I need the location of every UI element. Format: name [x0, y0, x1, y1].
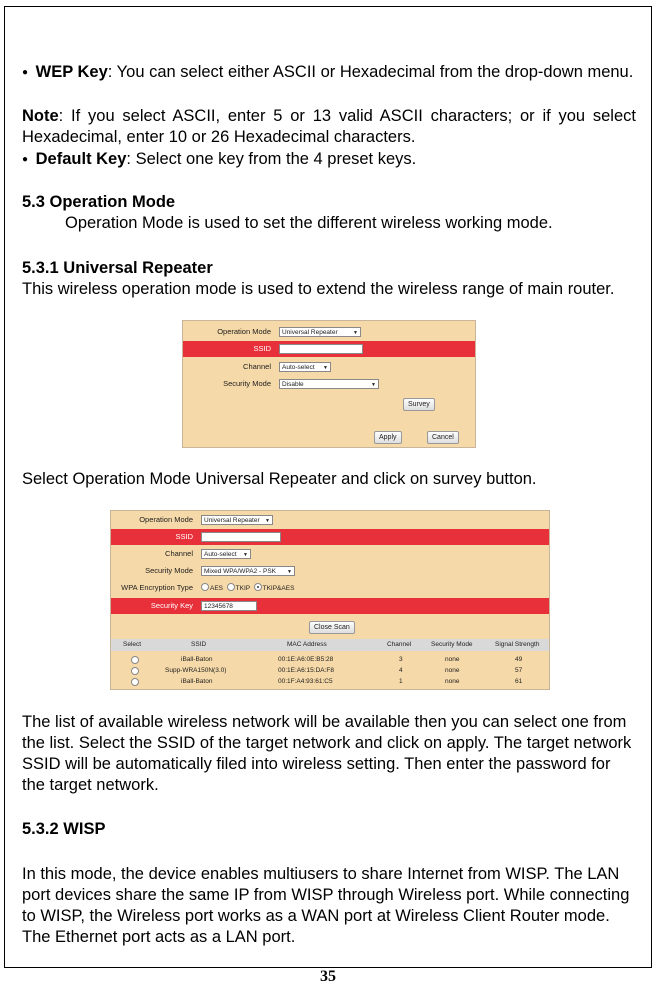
wep-key-term: WEP Key — [35, 63, 108, 81]
radio-aes-label: AES — [210, 585, 224, 592]
row-operation-mode-2 — [111, 512, 549, 528]
heading-5-3: 5.3 Operation Mode — [22, 193, 176, 211]
row-mac: 00:1E:A6:0E:B5:28 — [278, 656, 334, 663]
channel-label: Channel — [243, 362, 271, 371]
security-mode-label: Security Mode — [223, 379, 271, 388]
col-select: Select — [123, 641, 142, 648]
row-channel: 4 — [399, 667, 403, 674]
close-scan-button[interactable]: Close Scan — [309, 621, 355, 634]
row-security: none — [445, 678, 460, 685]
col-signal: Signal Strength — [495, 641, 540, 648]
row-ssid: Supp-WRA150N(3.0) — [165, 667, 227, 674]
row-ssid: iBall-Baton — [181, 678, 213, 685]
security-mode-label-2: Security Mode — [145, 566, 193, 575]
universal-repeater-paragraph: This wireless operation mode is used to extend the wireless range of main router. — [22, 280, 615, 298]
radio-tkip[interactable] — [227, 583, 235, 591]
apply-button[interactable]: Apply — [374, 431, 402, 444]
note-term: Note — [22, 107, 59, 125]
table-row[interactable] — [111, 676, 549, 687]
col-ssid: SSID — [191, 641, 207, 648]
operation-mode-select[interactable]: Universal Repeater ▼ — [279, 327, 361, 337]
row-signal: 61 — [515, 678, 523, 685]
row-channel: 1 — [399, 678, 403, 685]
ssid-label: SSID — [253, 344, 271, 353]
channel-select-2[interactable]: Auto-select ▼ — [201, 549, 251, 559]
row-channel: 3 — [399, 656, 403, 663]
row-ssid — [183, 341, 475, 357]
radio-aes[interactable] — [201, 583, 209, 591]
radio-tkip-label: TKIP — [235, 585, 250, 592]
row-security: none — [445, 667, 460, 674]
row-ssid-2 — [111, 529, 549, 545]
row-mac: 00:1F:A4:93:61:C5 — [278, 678, 333, 685]
row-select-radio[interactable] — [131, 656, 139, 664]
security-key-input[interactable]: 12345678 — [201, 601, 257, 611]
default-key-text: : Select one key from the 4 preset keys. — [126, 150, 417, 168]
table-row[interactable] — [111, 665, 549, 676]
page-number: 35 — [320, 968, 336, 985]
security-mode-select[interactable]: Disable ▼ — [279, 379, 379, 389]
ssid-label-2: SSID — [175, 532, 193, 541]
screenshot-universal-repeater — [182, 320, 476, 448]
row-encryption-type — [111, 580, 549, 596]
security-key-label: Security Key — [150, 601, 193, 610]
radio-tkip-aes[interactable] — [254, 583, 262, 591]
channel-label-2: Channel — [165, 549, 193, 558]
cancel-button[interactable]: Cancel — [427, 431, 459, 444]
encryption-type-label: WPA Encryption Type — [121, 583, 193, 592]
heading-5-3-2: 5.3.2 WISP — [22, 820, 106, 838]
operation-mode-label: Operation Mode — [217, 327, 271, 336]
default-key-paragraph — [22, 149, 636, 172]
table-row[interactable] — [111, 654, 549, 665]
ssid-input[interactable] — [279, 344, 363, 354]
survey-button[interactable]: Survey — [403, 398, 435, 411]
default-key-term: Default Key — [35, 150, 127, 168]
operation-mode-label-2: Operation Mode — [139, 515, 193, 524]
row-security-key — [111, 598, 549, 614]
col-mac: MAC Address — [287, 641, 327, 648]
channel-select[interactable]: Auto-select ▼ — [279, 362, 331, 372]
security-mode-select-2[interactable]: Mixed WPA/WPA2 - PSK ▼ — [201, 566, 295, 576]
operation-mode-select-2[interactable]: Universal Repeater ▼ — [201, 515, 273, 525]
row-security-mode-2 — [111, 563, 549, 579]
wisp-paragraph: In this mode, the device enables multiusers to share Internet from WISP. The LAN port devices share the same IP from WISP through Wireless port. While connecting to WISP, the Wireless port works as a WAN port at Wireless Client Router mode. The Ethernet port acts as a LAN port. — [22, 865, 630, 946]
row-signal: 57 — [515, 667, 523, 674]
wep-key-paragraph — [22, 62, 636, 85]
heading-5-3-1: 5.3.1 Universal Repeater — [22, 259, 213, 277]
operation-mode-paragraph: Operation Mode is used to set the different wireless working mode. — [65, 214, 553, 232]
row-select-radio[interactable] — [131, 667, 139, 675]
network-list-paragraph: The list of available wireless network will be available then you can select one from the list. Select the SSID of the target network and click on apply. The target network SSID will be automatically filed into wireless setting. Then enter the password for the target network. — [22, 713, 632, 794]
survey-table-header — [111, 639, 549, 651]
row-signal: 49 — [515, 656, 523, 663]
select-operation-mode-paragraph: Select Operation Mode Universal Repeater and click on survey button. — [22, 470, 537, 488]
row-security: none — [445, 656, 460, 663]
col-security-mode: Security Mode — [431, 641, 473, 648]
row-channel-2 — [111, 546, 549, 562]
radio-tkip-aes-label: TKIP&AES — [262, 585, 295, 592]
row-ssid: iBall-Baton — [181, 656, 213, 663]
row-channel — [183, 359, 475, 375]
row-security-mode — [183, 376, 475, 392]
ssid-input-2[interactable] — [201, 532, 281, 542]
encryption-radio-group — [201, 583, 294, 592]
note-paragraph — [22, 106, 636, 148]
screenshot-survey-results — [110, 510, 550, 690]
row-mac: 00:1E:A6:15:DA:F8 — [278, 667, 335, 674]
wep-key-text: : You can select either ASCII or Hexadecimal from the drop-down menu. — [107, 63, 634, 81]
note-text: : If you select ASCII, enter 5 or 13 valid ASCII characters; or if you select Hexadecimal, enter 10 or 26 Hexadecimal characters. — [22, 107, 636, 146]
row-operation-mode — [183, 324, 475, 340]
row-select-radio[interactable] — [131, 678, 139, 686]
col-channel: Channel — [387, 641, 412, 648]
